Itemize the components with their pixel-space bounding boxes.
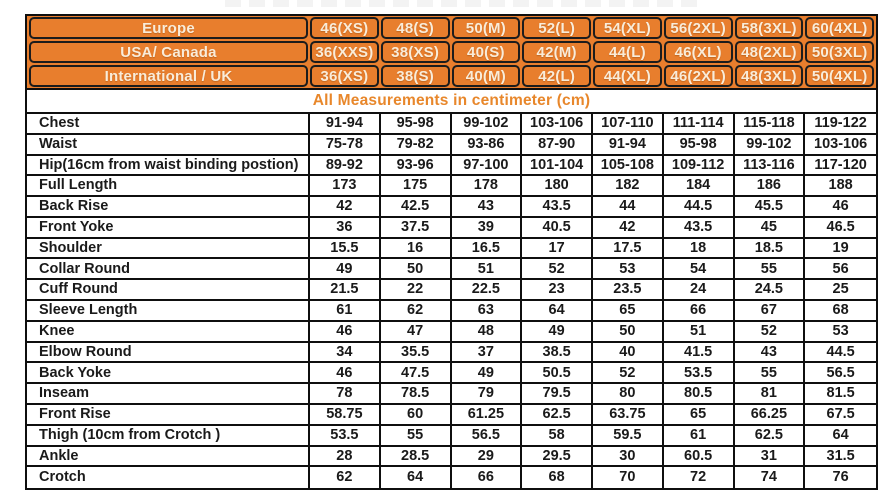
measurement-value-cell: 62.5 xyxy=(522,405,593,426)
measurement-value-cell: 23 xyxy=(522,280,593,301)
measurement-value-cell: 19 xyxy=(805,239,876,260)
measurement-value-cell: 70 xyxy=(593,467,664,488)
measurement-label: Knee xyxy=(27,322,310,343)
measurement-row xyxy=(27,322,876,343)
measurement-value-cell: 109-112 xyxy=(664,156,735,177)
measurement-label: Inseam xyxy=(27,384,310,405)
measurement-value-cell: 18.5 xyxy=(735,239,806,260)
measurement-label: Waist xyxy=(27,135,310,156)
measurement-value-cell: 115-118 xyxy=(735,114,806,135)
measurement-label: Hip(16cm from waist binding postion) xyxy=(27,156,310,177)
measurement-value-cell: 22.5 xyxy=(452,280,523,301)
measurement-value-cell: 29 xyxy=(452,447,523,468)
size-cell: 42(L) xyxy=(522,65,591,87)
measurement-value-cell: 29.5 xyxy=(522,447,593,468)
measurement-row xyxy=(27,218,876,239)
measurement-value-cell: 80 xyxy=(593,384,664,405)
measurement-value-cell: 66 xyxy=(664,301,735,322)
measurement-value-cell: 62 xyxy=(310,467,381,488)
measurement-value-cell: 46 xyxy=(805,197,876,218)
measurement-label: Thigh (10cm from Crotch ) xyxy=(27,426,310,447)
measurement-row xyxy=(27,114,876,135)
measurement-value-cell: 49 xyxy=(522,322,593,343)
measurement-value-cell: 113-116 xyxy=(735,156,806,177)
measurement-value-cell: 65 xyxy=(664,405,735,426)
cropped-title-remnant xyxy=(225,0,705,7)
size-cell: 44(XL) xyxy=(593,65,662,87)
measurement-value-cell: 48 xyxy=(452,322,523,343)
size-cell: 60(4XL) xyxy=(805,17,874,39)
measurement-value-cell: 28.5 xyxy=(381,447,452,468)
size-system-row xyxy=(28,16,875,40)
measurement-value-cell: 99-102 xyxy=(452,114,523,135)
measurement-value-cell: 93-86 xyxy=(452,135,523,156)
measurement-value-cell: 49 xyxy=(310,259,381,280)
measurement-value-cell: 175 xyxy=(381,176,452,197)
measurement-value-cell: 31.5 xyxy=(805,447,876,468)
measurement-value-cell: 78 xyxy=(310,384,381,405)
measurement-value-cell: 51 xyxy=(452,259,523,280)
size-cell: 50(3XL) xyxy=(805,41,874,63)
measurement-value-cell: 25 xyxy=(805,280,876,301)
size-system-label: International / UK xyxy=(29,65,308,87)
measurement-label: Chest xyxy=(27,114,310,135)
measurement-value-cell: 178 xyxy=(452,176,523,197)
measurement-value-cell: 44 xyxy=(593,197,664,218)
measurement-value-cell: 76 xyxy=(832,469,849,486)
measurement-value-cell: 184 xyxy=(664,176,735,197)
measurement-value-cell: 40 xyxy=(593,343,664,364)
measurement-label: Back Rise xyxy=(27,197,310,218)
measurement-label: Back Yoke xyxy=(27,363,310,384)
measurement-label: Sleeve Length xyxy=(27,301,310,322)
measurement-row xyxy=(27,343,876,364)
measurement-value-cell: 81.5 xyxy=(805,384,876,405)
measurement-value-cell: 63.75 xyxy=(593,405,664,426)
measurement-value-cell: 50.5 xyxy=(522,363,593,384)
measurement-value-cell: 101-104 xyxy=(522,156,593,177)
measurement-row xyxy=(27,156,876,177)
measurement-value-cell: 61.25 xyxy=(452,405,523,426)
size-system-row xyxy=(28,40,875,64)
measurement-value-cell: 50 xyxy=(381,259,452,280)
measurement-value-cell: 42 xyxy=(310,197,381,218)
measurement-value-cell: 79 xyxy=(452,384,523,405)
measurement-value-cell: 52 xyxy=(735,322,806,343)
measurement-value-cell: 61 xyxy=(664,426,735,447)
measurement-value-cell: 35.5 xyxy=(381,343,452,364)
measurement-value-cell: 40.5 xyxy=(522,218,593,239)
measurement-value-cell: 18 xyxy=(664,239,735,260)
measurement-label: Front Rise xyxy=(27,405,310,426)
measurement-value-cell: 81 xyxy=(735,384,806,405)
measurement-row xyxy=(27,384,876,405)
measurement-row xyxy=(27,405,876,426)
measurement-value-cell: 42.5 xyxy=(381,197,452,218)
measurement-value-cell: 186 xyxy=(735,176,806,197)
measurement-value-cell: 44.5 xyxy=(805,343,876,364)
measurement-value-cell: 67 xyxy=(735,301,806,322)
size-system-header-band xyxy=(27,16,876,90)
measurement-value-cell: 53 xyxy=(805,322,876,343)
measurement-value-cell: 53.5 xyxy=(664,363,735,384)
measurement-value-cell: 60.5 xyxy=(664,447,735,468)
measurement-row xyxy=(27,467,876,488)
measurement-value-cell: 16.5 xyxy=(452,239,523,260)
measurement-value-cell: 107-110 xyxy=(593,114,664,135)
measurement-value-cell: 119-122 xyxy=(805,114,876,135)
measurement-value-cell: 75-78 xyxy=(310,135,381,156)
measurement-value-cell: 56 xyxy=(805,259,876,280)
size-cell: 52(L) xyxy=(522,17,591,39)
measurement-value-cell: 45.5 xyxy=(735,197,806,218)
measurement-value-cell: 23.5 xyxy=(593,280,664,301)
measurement-value-cell: 53.5 xyxy=(310,426,381,447)
measurement-value-cell: 54 xyxy=(664,259,735,280)
measurement-value-cell: 46 xyxy=(310,322,381,343)
size-cell: 42(M) xyxy=(522,41,591,63)
measurement-value-cell: 51 xyxy=(664,322,735,343)
measurement-row xyxy=(27,239,876,260)
measurement-value-cell: 103-106 xyxy=(805,135,876,156)
measurement-value-cell: 17 xyxy=(522,239,593,260)
size-system-label: Europe xyxy=(29,17,308,39)
measurement-value-cell: 79.5 xyxy=(522,384,593,405)
measurement-value-cell: 46.5 xyxy=(805,218,876,239)
size-cell: 48(2XL) xyxy=(735,41,804,63)
measurement-label: Collar Round xyxy=(27,259,310,280)
measurement-value-cell: 99-102 xyxy=(735,135,806,156)
measurement-value-cell: 74 xyxy=(735,467,806,488)
measurement-value-cell: 39 xyxy=(452,218,523,239)
measurement-value-cell: 43.5 xyxy=(664,218,735,239)
measurement-value-cell: 56.5 xyxy=(805,363,876,384)
measurement-label: Front Yoke xyxy=(27,218,310,239)
measurement-value-cell: 41.5 xyxy=(664,343,735,364)
measurement-value-cell: 58.75 xyxy=(310,405,381,426)
measurement-value-cell: 78.5 xyxy=(381,384,452,405)
size-cell: 38(S) xyxy=(381,65,450,87)
measurement-value-cell: 36 xyxy=(310,218,381,239)
measurement-value-cell: 91-94 xyxy=(593,135,664,156)
measurement-value-cell: 34 xyxy=(310,343,381,364)
size-cell: 48(3XL) xyxy=(735,65,804,87)
size-cell: 38(XS) xyxy=(381,41,450,63)
measurement-value-cell: 58 xyxy=(522,426,593,447)
size-cell: 58(3XL) xyxy=(735,17,804,39)
measurement-value-cell: 79-82 xyxy=(381,135,452,156)
measurement-row xyxy=(27,135,876,156)
measurement-value-cell: 43.5 xyxy=(522,197,593,218)
size-cell: 40(M) xyxy=(452,65,521,87)
measurement-value-cell: 117-120 xyxy=(805,156,876,177)
measurement-value-cell: 105-108 xyxy=(593,156,664,177)
measurement-row xyxy=(27,259,876,280)
measurement-value-cell: 66 xyxy=(452,467,523,488)
measurement-value-cell: 188 xyxy=(805,176,876,197)
measurement-value-cell: 17.5 xyxy=(593,239,664,260)
measurement-value-cell: 87-90 xyxy=(522,135,593,156)
measurement-value-cell: 44.5 xyxy=(664,197,735,218)
size-system-row xyxy=(28,64,875,88)
measurement-value-cell: 64 xyxy=(522,301,593,322)
measurement-value-cell: 55 xyxy=(735,363,806,384)
measurement-value-cell: 63 xyxy=(452,301,523,322)
measurement-value-cell: 45 xyxy=(735,218,806,239)
measurement-value-cell: 15.5 xyxy=(310,239,381,260)
measurement-value-cell: 55 xyxy=(381,426,452,447)
measurement-label: Ankle xyxy=(27,447,310,468)
measurement-value-cell: 49 xyxy=(452,363,523,384)
measurement-value-cell: 37.5 xyxy=(381,218,452,239)
measurement-value-cell: 68 xyxy=(805,301,876,322)
size-system-label: USA/ Canada xyxy=(29,41,308,63)
measurement-value-cell: 67.5 xyxy=(805,405,876,426)
measurement-value-cell: 22 xyxy=(381,280,452,301)
measurement-value-cell: 95-98 xyxy=(381,114,452,135)
measurement-value-cell: 72 xyxy=(664,467,735,488)
measurement-value-cell: 30 xyxy=(593,447,664,468)
measurement-value-cell: 24 xyxy=(664,280,735,301)
measurement-value-cell: 66.25 xyxy=(735,405,806,426)
measurement-value-cell: 89-92 xyxy=(310,156,381,177)
measurement-value-cell: 38.5 xyxy=(522,343,593,364)
measurement-value-cell: 111-114 xyxy=(664,114,735,135)
measurement-value-cell: 56.5 xyxy=(452,426,523,447)
measurement-value-cell: 91-94 xyxy=(310,114,381,135)
measurement-value-cell: 43 xyxy=(452,197,523,218)
measurement-label: Elbow Round xyxy=(27,343,310,364)
measurement-value-cell: 50 xyxy=(593,322,664,343)
measurement-value-cell: 28 xyxy=(310,447,381,468)
measurement-value-cell: 60 xyxy=(381,405,452,426)
size-cell: 46(2XL) xyxy=(664,65,733,87)
measurement-value-cell: 182 xyxy=(593,176,664,197)
measurement-row xyxy=(27,426,876,447)
measurement-row xyxy=(27,363,876,384)
measurement-value-cell: 47.5 xyxy=(381,363,452,384)
size-cell: 44(L) xyxy=(593,41,662,63)
measurement-value-cell: 180 xyxy=(522,176,593,197)
size-cell: 36(XXS) xyxy=(310,41,379,63)
measurement-label: Shoulder xyxy=(27,239,310,260)
measurement-value-cell: 16 xyxy=(381,239,452,260)
measurement-value-cell: 53 xyxy=(593,259,664,280)
size-cell: 48(S) xyxy=(381,17,450,39)
units-banner xyxy=(27,90,876,114)
measurement-value-cell: 52 xyxy=(593,363,664,384)
size-cell: 46(XS) xyxy=(310,17,379,39)
measurement-row xyxy=(27,176,876,197)
measurement-value-cell: 65 xyxy=(593,301,664,322)
measurement-value-cell: 43 xyxy=(735,343,806,364)
measurement-value-cell: 21.5 xyxy=(310,280,381,301)
measurement-value-cell: 47 xyxy=(381,322,452,343)
measurement-value-cell: 103-106 xyxy=(522,114,593,135)
measurement-value-cell: 37 xyxy=(452,343,523,364)
measurement-label: Cuff Round xyxy=(27,280,310,301)
measurement-row xyxy=(27,301,876,322)
measurement-value-cell: 80.5 xyxy=(664,384,735,405)
size-cell: 36(XS) xyxy=(310,65,379,87)
measurement-value-cell: 61 xyxy=(310,301,381,322)
units-banner-text: All Measurements in centimeter (cm) xyxy=(312,92,591,109)
measurement-value-cell: 24.5 xyxy=(735,280,806,301)
measurement-value-cell: 55 xyxy=(735,259,806,280)
size-cell: 56(2XL) xyxy=(664,17,733,39)
measurement-value-cell: 52 xyxy=(522,259,593,280)
measurements-grid xyxy=(27,114,876,488)
measurement-value-cell: 64 xyxy=(805,426,876,447)
measurement-value-cell: 42 xyxy=(593,218,664,239)
size-cell: 40(S) xyxy=(452,41,521,63)
measurement-value-cell: 93-96 xyxy=(381,156,452,177)
size-chart-table xyxy=(25,14,878,490)
measurement-value-cell: 173 xyxy=(310,176,381,197)
size-cell: 50(4XL) xyxy=(805,65,874,87)
measurement-value-cell: 62.5 xyxy=(735,426,806,447)
size-cell: 46(XL) xyxy=(664,41,733,63)
measurement-label: Crotch xyxy=(27,467,310,488)
measurement-row xyxy=(27,447,876,468)
measurement-row xyxy=(27,280,876,301)
measurement-value-cell: 97-100 xyxy=(452,156,523,177)
measurement-label: Full Length xyxy=(27,176,310,197)
size-cell: 50(M) xyxy=(452,17,521,39)
measurement-value-cell: 68 xyxy=(522,467,593,488)
measurement-value-cell: 46 xyxy=(310,363,381,384)
measurement-value-cell: 64 xyxy=(381,467,452,488)
measurement-value-cell: 59.5 xyxy=(593,426,664,447)
measurement-value-cell: 95-98 xyxy=(664,135,735,156)
measurement-value-cell: 31 xyxy=(735,447,806,468)
size-cell: 54(XL) xyxy=(593,17,662,39)
measurement-value-cell: 62 xyxy=(381,301,452,322)
measurement-row xyxy=(27,197,876,218)
